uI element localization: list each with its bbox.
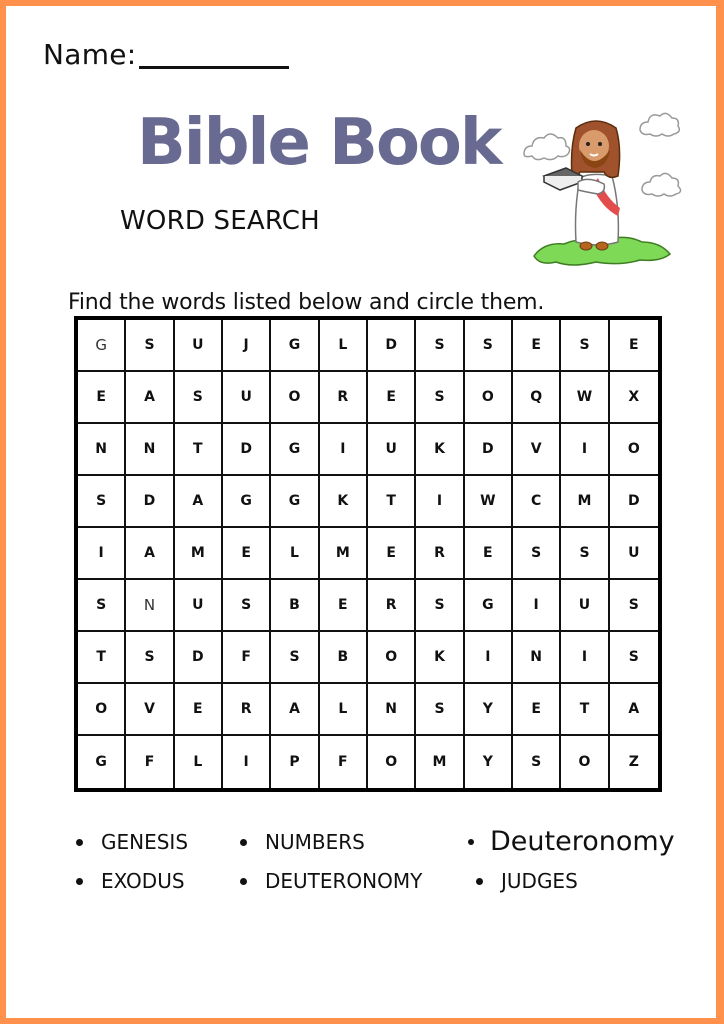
grid-cell[interactable]: N xyxy=(368,684,416,736)
grid-cell[interactable]: S xyxy=(610,580,658,632)
bullet-icon xyxy=(76,878,83,885)
worksheet-page xyxy=(6,6,716,1018)
grid-cell[interactable]: J xyxy=(223,320,271,372)
grid-cell[interactable]: G xyxy=(271,424,319,476)
jesus-illustration-icon xyxy=(522,106,698,282)
grid-cell[interactable]: L xyxy=(320,320,368,372)
word-list-item: JUDGES xyxy=(476,869,578,893)
name-blank-line[interactable] xyxy=(139,66,289,69)
grid-cell[interactable]: M xyxy=(416,736,464,788)
grid-cell[interactable]: G xyxy=(223,476,271,528)
grid-cell[interactable]: I xyxy=(561,424,609,476)
grid-cell[interactable]: E xyxy=(175,684,223,736)
grid-cell[interactable]: E xyxy=(513,684,561,736)
bullet-icon xyxy=(468,839,474,845)
grid-cell[interactable]: Y xyxy=(465,684,513,736)
grid-cell[interactable]: P xyxy=(271,736,319,788)
grid-cell[interactable]: S xyxy=(126,632,174,684)
grid-cell[interactable]: U xyxy=(175,320,223,372)
word-list-item: DEUTERONOMY xyxy=(240,869,422,893)
grid-cell[interactable]: I xyxy=(416,476,464,528)
grid-cell[interactable]: O xyxy=(368,736,416,788)
grid-cell[interactable]: S xyxy=(465,320,513,372)
grid-cell[interactable]: O xyxy=(465,372,513,424)
bullet-icon xyxy=(240,878,247,885)
grid-cell[interactable]: M xyxy=(175,528,223,580)
grid-cell[interactable]: Z xyxy=(628,754,639,770)
grid-cell[interactable]: R xyxy=(223,684,271,736)
grid-cell[interactable]: S xyxy=(175,372,223,424)
grid-cell[interactable]: I xyxy=(223,736,271,788)
grid-cell[interactable]: N xyxy=(78,424,126,476)
grid-cell[interactable]: N xyxy=(513,632,561,684)
grid-cell[interactable]: B xyxy=(271,580,319,632)
name-field xyxy=(43,38,289,71)
grid-cell[interactable]: V xyxy=(513,424,561,476)
grid-cell[interactable]: L xyxy=(271,528,319,580)
grid-cell[interactable]: F xyxy=(126,736,174,788)
grid-cell[interactable]: W xyxy=(561,372,609,424)
grid-cell[interactable]: W xyxy=(465,476,513,528)
grid-cell[interactable]: E xyxy=(320,580,368,632)
bullet-icon xyxy=(76,839,83,846)
grid-cell[interactable]: I xyxy=(78,528,126,580)
grid-cell[interactable]: E xyxy=(223,528,271,580)
grid-cell[interactable]: N xyxy=(126,424,174,476)
instructions-text: Find the words listed below and circle them. xyxy=(68,290,545,315)
grid-cell[interactable]: U xyxy=(368,424,416,476)
grid-cell[interactable]: O xyxy=(610,424,658,476)
grid-cell[interactable]: M xyxy=(561,476,609,528)
grid-cell[interactable]: N xyxy=(126,580,174,632)
grid-cell[interactable]: I xyxy=(465,632,513,684)
grid-cell[interactable]: D xyxy=(368,320,416,372)
grid-cell[interactable]: T xyxy=(78,632,126,684)
grid-cell[interactable]: G xyxy=(271,476,319,528)
page-title: Bible Book xyxy=(137,106,501,180)
grid-cell[interactable]: O xyxy=(368,632,416,684)
grid-cell[interactable]: L xyxy=(175,736,223,788)
grid-cell[interactable]: Y xyxy=(465,736,513,788)
grid-cell[interactable]: O xyxy=(271,372,319,424)
grid-cell[interactable]: A xyxy=(126,372,174,424)
grid-cell[interactable]: E xyxy=(368,372,416,424)
grid-cell[interactable]: D xyxy=(175,632,223,684)
grid-cell[interactable]: S xyxy=(416,320,464,372)
word-list-item: EXODUS xyxy=(76,869,185,893)
word-list-item: GENESIS xyxy=(76,830,188,854)
word-list xyxy=(6,826,716,916)
word-list-item: Deuteronomy xyxy=(468,826,675,857)
grid-cell[interactable]: S xyxy=(561,528,609,580)
grid-cell[interactable]: K xyxy=(320,476,368,528)
grid-cell[interactable]: S xyxy=(78,580,126,632)
grid-cell[interactable]: G xyxy=(465,580,513,632)
grid-cell[interactable]: G xyxy=(78,736,126,788)
grid-cell[interactable]: E xyxy=(78,372,126,424)
grid-cell[interactable]: E xyxy=(513,320,561,372)
grid-cell[interactable]: U xyxy=(175,580,223,632)
grid-cell[interactable]: R xyxy=(368,580,416,632)
grid-cell[interactable]: S xyxy=(610,632,658,684)
grid-cell[interactable]: E xyxy=(610,320,658,372)
grid-cell[interactable]: L xyxy=(320,684,368,736)
grid-cell[interactable]: S xyxy=(271,632,319,684)
grid-cell[interactable]: D xyxy=(223,424,271,476)
grid-cell[interactable]: X xyxy=(610,372,658,424)
grid-cell[interactable]: U xyxy=(610,528,658,580)
grid-cell[interactable]: D xyxy=(465,424,513,476)
grid-cell[interactable]: E xyxy=(465,528,513,580)
grid-cell[interactable]: A xyxy=(271,684,319,736)
grid-cell[interactable]: G xyxy=(78,320,126,372)
grid-cell[interactable]: A xyxy=(610,684,658,736)
grid-cell[interactable]: G xyxy=(271,320,319,372)
bullet-icon xyxy=(476,878,483,885)
word-search-grid xyxy=(74,316,662,792)
grid-cell[interactable]: O xyxy=(561,736,609,788)
word-list-item: NUMBERS xyxy=(240,830,365,854)
grid-cell[interactable]: I xyxy=(513,580,561,632)
grid-cell[interactable]: U xyxy=(223,372,271,424)
grid-cell[interactable]: S xyxy=(126,320,174,372)
grid-cell[interactable]: D xyxy=(610,476,658,528)
grid-cell[interactable]: S xyxy=(561,320,609,372)
grid-cell[interactable]: K xyxy=(416,632,464,684)
grid-cell[interactable]: O xyxy=(78,684,126,736)
grid-cell[interactable]: V xyxy=(126,684,174,736)
grid-cell[interactable]: B xyxy=(320,632,368,684)
grid-cell[interactable]: T xyxy=(368,476,416,528)
grid-cell[interactable]: S xyxy=(416,580,464,632)
name-label: Name: xyxy=(43,38,137,71)
grid-cell[interactable]: F xyxy=(223,632,271,684)
grid-cell[interactable]: S xyxy=(223,580,271,632)
grid-cell[interactable]: I xyxy=(320,424,368,476)
grid-cell[interactable]: S xyxy=(416,372,464,424)
bullet-icon xyxy=(240,839,247,846)
grid-cell[interactable]: U xyxy=(561,580,609,632)
grid-cell[interactable]: E xyxy=(368,528,416,580)
grid-cell[interactable]: A xyxy=(126,528,174,580)
grid-cell[interactable]: T xyxy=(175,424,223,476)
grid-cell[interactable]: D xyxy=(126,476,174,528)
grid-cell[interactable]: T xyxy=(561,684,609,736)
grid-cell[interactable]: F xyxy=(320,736,368,788)
grid-cell[interactable]: I xyxy=(561,632,609,684)
grid-cell[interactable]: R xyxy=(416,528,464,580)
grid-cell[interactable]: S xyxy=(513,736,561,788)
grid-cell[interactable]: Q xyxy=(513,372,561,424)
grid-cell[interactable]: C xyxy=(513,476,561,528)
grid-cell[interactable]: S xyxy=(416,684,464,736)
grid-cell[interactable]: A xyxy=(175,476,223,528)
grid-cell[interactable]: K xyxy=(416,424,464,476)
grid-cell[interactable]: R xyxy=(320,372,368,424)
page-subtitle: WORD SEARCH xyxy=(120,206,320,236)
grid-cell[interactable]: M xyxy=(320,528,368,580)
grid-cell[interactable]: S xyxy=(513,528,561,580)
grid-cell[interactable]: S xyxy=(78,476,126,528)
